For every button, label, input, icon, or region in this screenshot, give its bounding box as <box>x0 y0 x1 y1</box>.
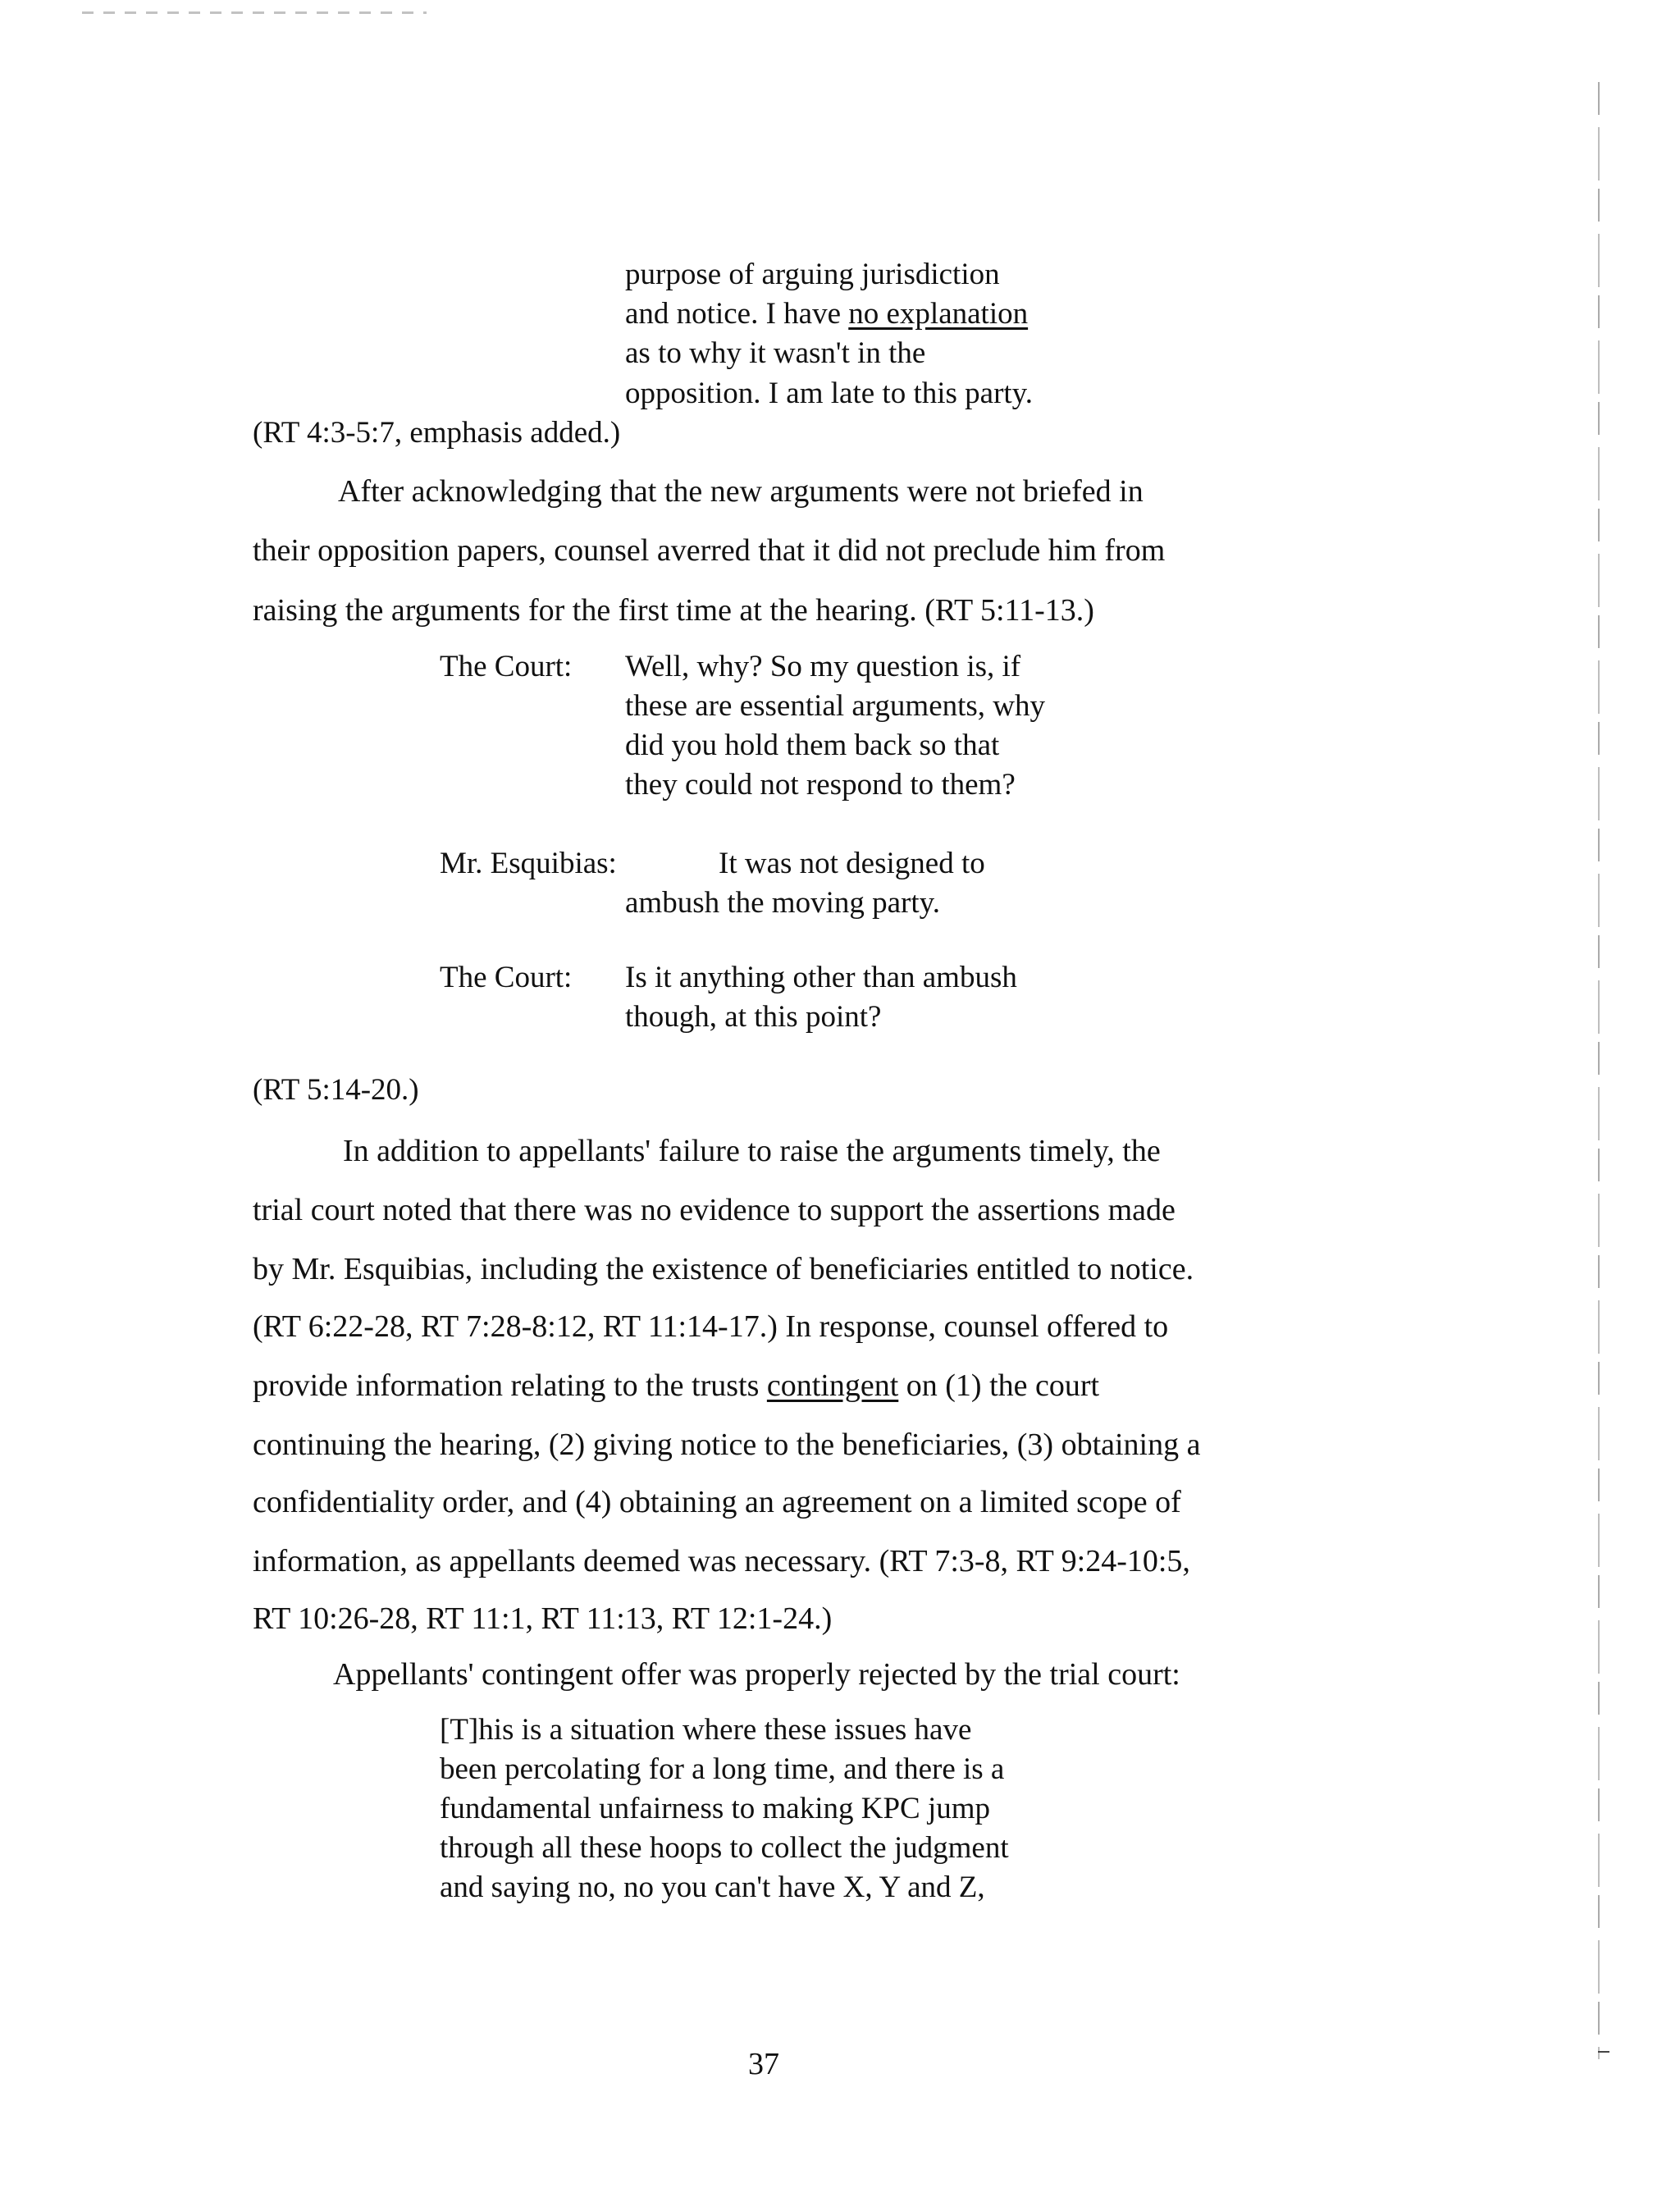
citation: (RT 4:3-5:7, emphasis added.) <box>253 416 621 450</box>
quote-line: and notice. I have no explanation <box>625 297 1029 331</box>
quote-line: purpose of arguing jurisdiction <box>625 258 1000 291</box>
paragraph-line: Appellants' contingent offer was properly rejected by the trial court: <box>333 1657 1180 1692</box>
citation: (RT 5:14-20.) <box>253 1073 419 1107</box>
paragraph-line: In addition to appellants' failure to raise the arguments timely, the <box>343 1134 1161 1168</box>
quote-line: [T]his is a situation where these issues have <box>440 1713 972 1747</box>
dialogue-line: though, at this point? <box>625 1000 882 1034</box>
quote-line: as to why it wasn't in the <box>625 336 926 370</box>
quote-line: and saying no, no you can't have X, Y and Z, <box>440 1871 985 1904</box>
paragraph-line: their opposition papers, counsel averred that it did not preclude him from <box>253 533 1166 568</box>
dialogue-line: Is it anything other than ambush <box>625 961 1017 994</box>
speaker-label: Mr. Esquibias: <box>440 847 617 880</box>
scan-artifact-edge <box>1598 82 1600 2059</box>
paragraph-line: raising the arguments for the first time at the hearing. (RT 5:11-13.) <box>253 593 1094 628</box>
paragraph-line: information, as appellants deemed was necessary. (RT 7:3-8, RT 9:24-10:5, <box>253 1544 1190 1578</box>
paragraph-line: RT 10:26-28, RT 11:1, RT 11:13, RT 12:1-24.) <box>253 1601 833 1636</box>
paragraph-line: continuing the hearing, (2) giving notice to the beneficiaries, (3) obtaining a <box>253 1427 1201 1462</box>
speaker-label: The Court: <box>440 961 573 994</box>
scan-artifact-edge-foot <box>1598 2051 1609 2053</box>
quote-line: through all these hoops to collect the judgment <box>440 1831 1009 1865</box>
dialogue-line: It was not designed to <box>719 847 985 880</box>
paragraph-line: (RT 6:22-28, RT 7:28-8:12, RT 11:14-17.) In response, counsel offered to <box>253 1309 1169 1344</box>
page-number: 37 <box>748 2047 779 2081</box>
speaker-label: The Court: <box>440 650 573 683</box>
dialogue-line: ambush the moving party. <box>625 886 940 920</box>
quote-line: opposition. I am late to this party. <box>625 377 1034 410</box>
dialogue-line: these are essential arguments, why <box>625 689 1046 723</box>
paragraph-line: After acknowledging that the new arguments were not briefed in <box>338 474 1144 509</box>
emphasized-text: no explanation <box>848 297 1029 331</box>
dialogue-line: Well, why? So my question is, if <box>625 650 1021 683</box>
paragraph-line: trial court noted that there was no evidence to support the assertions made <box>253 1193 1176 1227</box>
dialogue-line: they could not respond to them? <box>625 768 1016 802</box>
quote-line: fundamental unfairness to making KPC jump <box>440 1792 991 1825</box>
paragraph-line: confidentiality order, and (4) obtaining an agreement on a limited scope of <box>253 1485 1181 1519</box>
dialogue-line: did you hold them back so that <box>625 729 1000 762</box>
paragraph-line: by Mr. Esquibias, including the existence of beneficiaries entitled to notice. <box>253 1252 1194 1286</box>
emphasized-text: contingent <box>766 1368 899 1403</box>
quote-line: been percolating for a long time, and there is a <box>440 1752 1005 1786</box>
scan-artifact-top <box>82 11 427 14</box>
paragraph-line: provide information relating to the trusts contingent on (1) the court <box>253 1368 1100 1403</box>
